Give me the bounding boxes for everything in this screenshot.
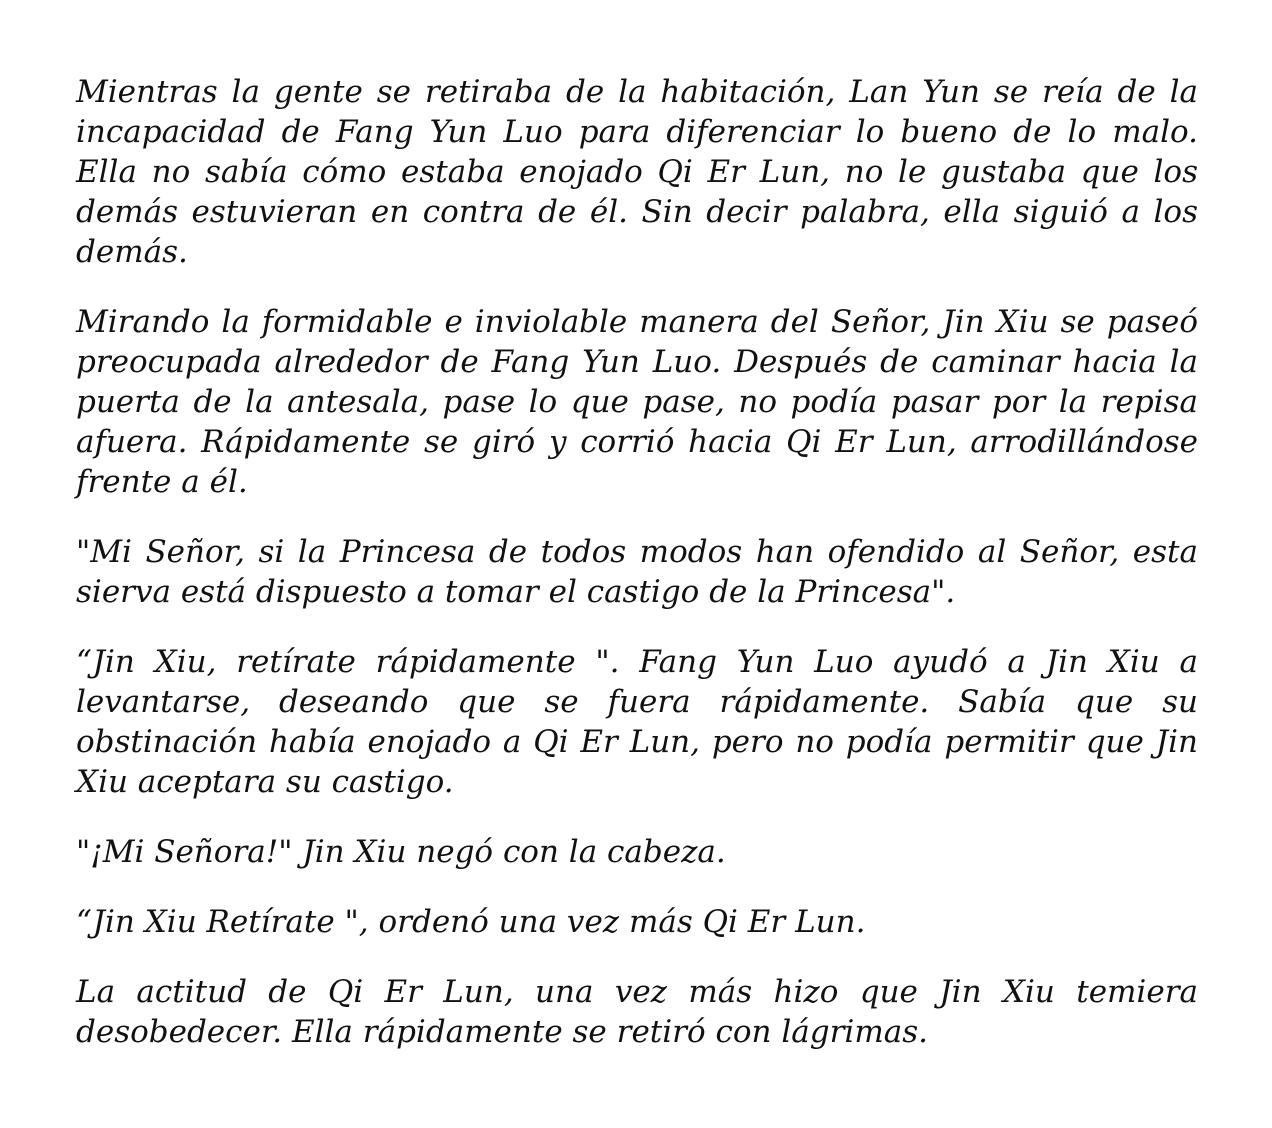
paragraph-2: Mirando la formidable e inviolable manera del Señor, Jin Xiu se paseó preocupada alrededor de Fang Yun Luo. Después de caminar hacia la puerta de la antesala, pase lo que pase, no podía pasar por la repisa afuera. Rápidamente se giró y corrió hacia Qi Er Lun, arrodillándose frente a él. bbox=[76, 304, 1198, 500]
paragraph-6: “Jin Xiu Retírate ", ordenó una vez más Qi Er Lun. bbox=[76, 904, 866, 940]
paragraph-5: "¡Mi Señora!" Jin Xiu negó con la cabeza. bbox=[76, 834, 726, 870]
paragraph-1: Mientras la gente se retiraba de la habitación, Lan Yun se reía de la incapacidad de Fang Yun Luo para diferenciar lo bueno de lo malo. Ella no sabía cómo estaba enojado Qi Er Lun, no le gustaba que los demás estuvieran en contra de él. Sin decir palabra, ella siguió a los demás. bbox=[76, 74, 1198, 270]
paragraph-3: "Mi Señor, si la Princesa de todos modos han ofendido al Señor, esta sierva está dispuesto a tomar el castigo de la Princesa". bbox=[76, 534, 1198, 610]
paragraph-4: “Jin Xiu, retírate rápidamente ". Fang Yun Luo ayudó a Jin Xiu a levantarse, deseando que se fuera rápidamente. Sabía que su obstinación había enojado a Qi Er Lun, pero no podía permitir que Jin Xiu aceptara su castigo. bbox=[76, 644, 1198, 800]
paragraph-7: La actitud de Qi Er Lun, una vez más hizo que Jin Xiu temiera desobedecer. Ella rápidamente se retiró con lágrimas. bbox=[76, 974, 1198, 1050]
document-page bbox=[76, 72, 1198, 1082]
